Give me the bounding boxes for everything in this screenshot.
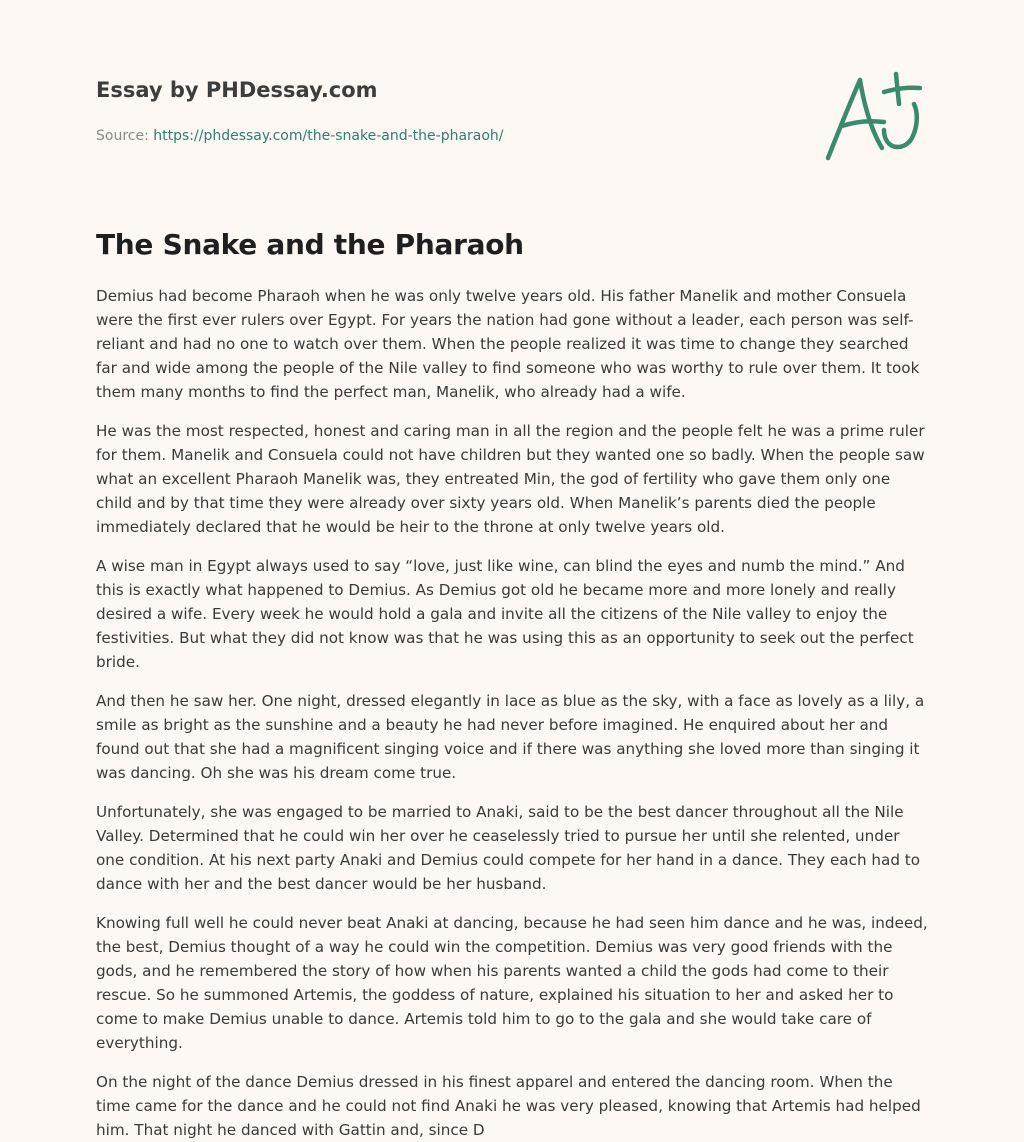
essay-paragraph: Knowing full well he could never beat Anaki at dancing, because he had seen him dance and he was, indeed, the best, Demius thought of a way he could win the competition. Demius was very good friends with the gods, and he remembered the story of how when his parents wanted a child the gods had come to their rescue. So he summoned Artemis, the goddess of nature, explained his situation to her and asked her to come to make Demius unable to dance. Artemis told him to go to the gala and she would take care of everything. xyxy=(96,914,928,1052)
header xyxy=(96,76,796,146)
essay-title: The Snake and the Pharaoh xyxy=(96,228,524,261)
essay-paragraph: He was the most respected, honest and caring man in all the region and the people felt he was a prime ruler for them. Manelik and Consuela could not have children but they wanted one so badly. When the people saw what an excellent Pharaoh Manelik was, they entreated Min, the god of fertility who gave them only one child and by that time they were already over sixty years old. When Manelik’s parents died the people immediately declared that he would be heir to the throne at only twelve years old. xyxy=(96,422,925,536)
source-link[interactable]: https://phdessay.com/the-snake-and-the-pharaoh/ xyxy=(153,128,504,144)
essay-paragraph: On the night of the dance Demius dressed in his finest apparel and entered the dancing room. When the time came for the dance and he could not find Anaki he was very pleased, knowing that Artemis had helped him. That night he danced with Gattin and, since D xyxy=(96,1073,921,1139)
essay-paragraph: And then he saw her. One night, dressed elegantly in lace as blue as the sky, with a face as lovely as a lily, a smile as bright as the sunshine and a beauty he had never before imagined. He enquired about her and found out that she had a magnificent singing voice and if there was anything she loved more than singing it was dancing. Oh she was his dream come true. xyxy=(96,692,925,782)
essay-paragraph: Demius had become Pharaoh when he was only twelve years old. His father Manelik and mother Consuela were the first ever rulers over Egypt. For years the nation had gone without a leader, each person was self-reliant and had no one to watch over them. When the people realized it was time to change they searched far and wide among the people of the Nile valley to find someone who was worthy to rule over them. It took them many months to find the perfect man, Manelik, who already had a wife. xyxy=(96,287,920,401)
a-plus-grade-icon xyxy=(822,68,926,164)
source-line xyxy=(96,126,796,146)
essay-paragraph: Unfortunately, she was engaged to be married to Anaki, said to be the best dancer throughout all the Nile Valley. Determined that he could win her over he ceaselessly tried to pursue her until she relented, under one condition. At his next party Anaki and Demius could compete for her hand in a dance. They each had to dance with her and the best dancer would be her husband. xyxy=(96,803,921,893)
essay-body xyxy=(96,284,930,1139)
site-brand: Essay by PHDessay.com xyxy=(96,78,378,102)
essay-paragraph: A wise man in Egypt always used to say “love, just like wine, can blind the eyes and numb the mind.” And this is exactly what happened to Demius. As Demius got old he became more and more lonely and really desired a wife. Every week he would hold a gala and invite all the citizens of the Nile valley to enjoy the festivities. But what they did not know was that he was using this as an opportunity to seek out the perfect bride. xyxy=(96,557,914,671)
source-label: Source: xyxy=(96,128,149,144)
